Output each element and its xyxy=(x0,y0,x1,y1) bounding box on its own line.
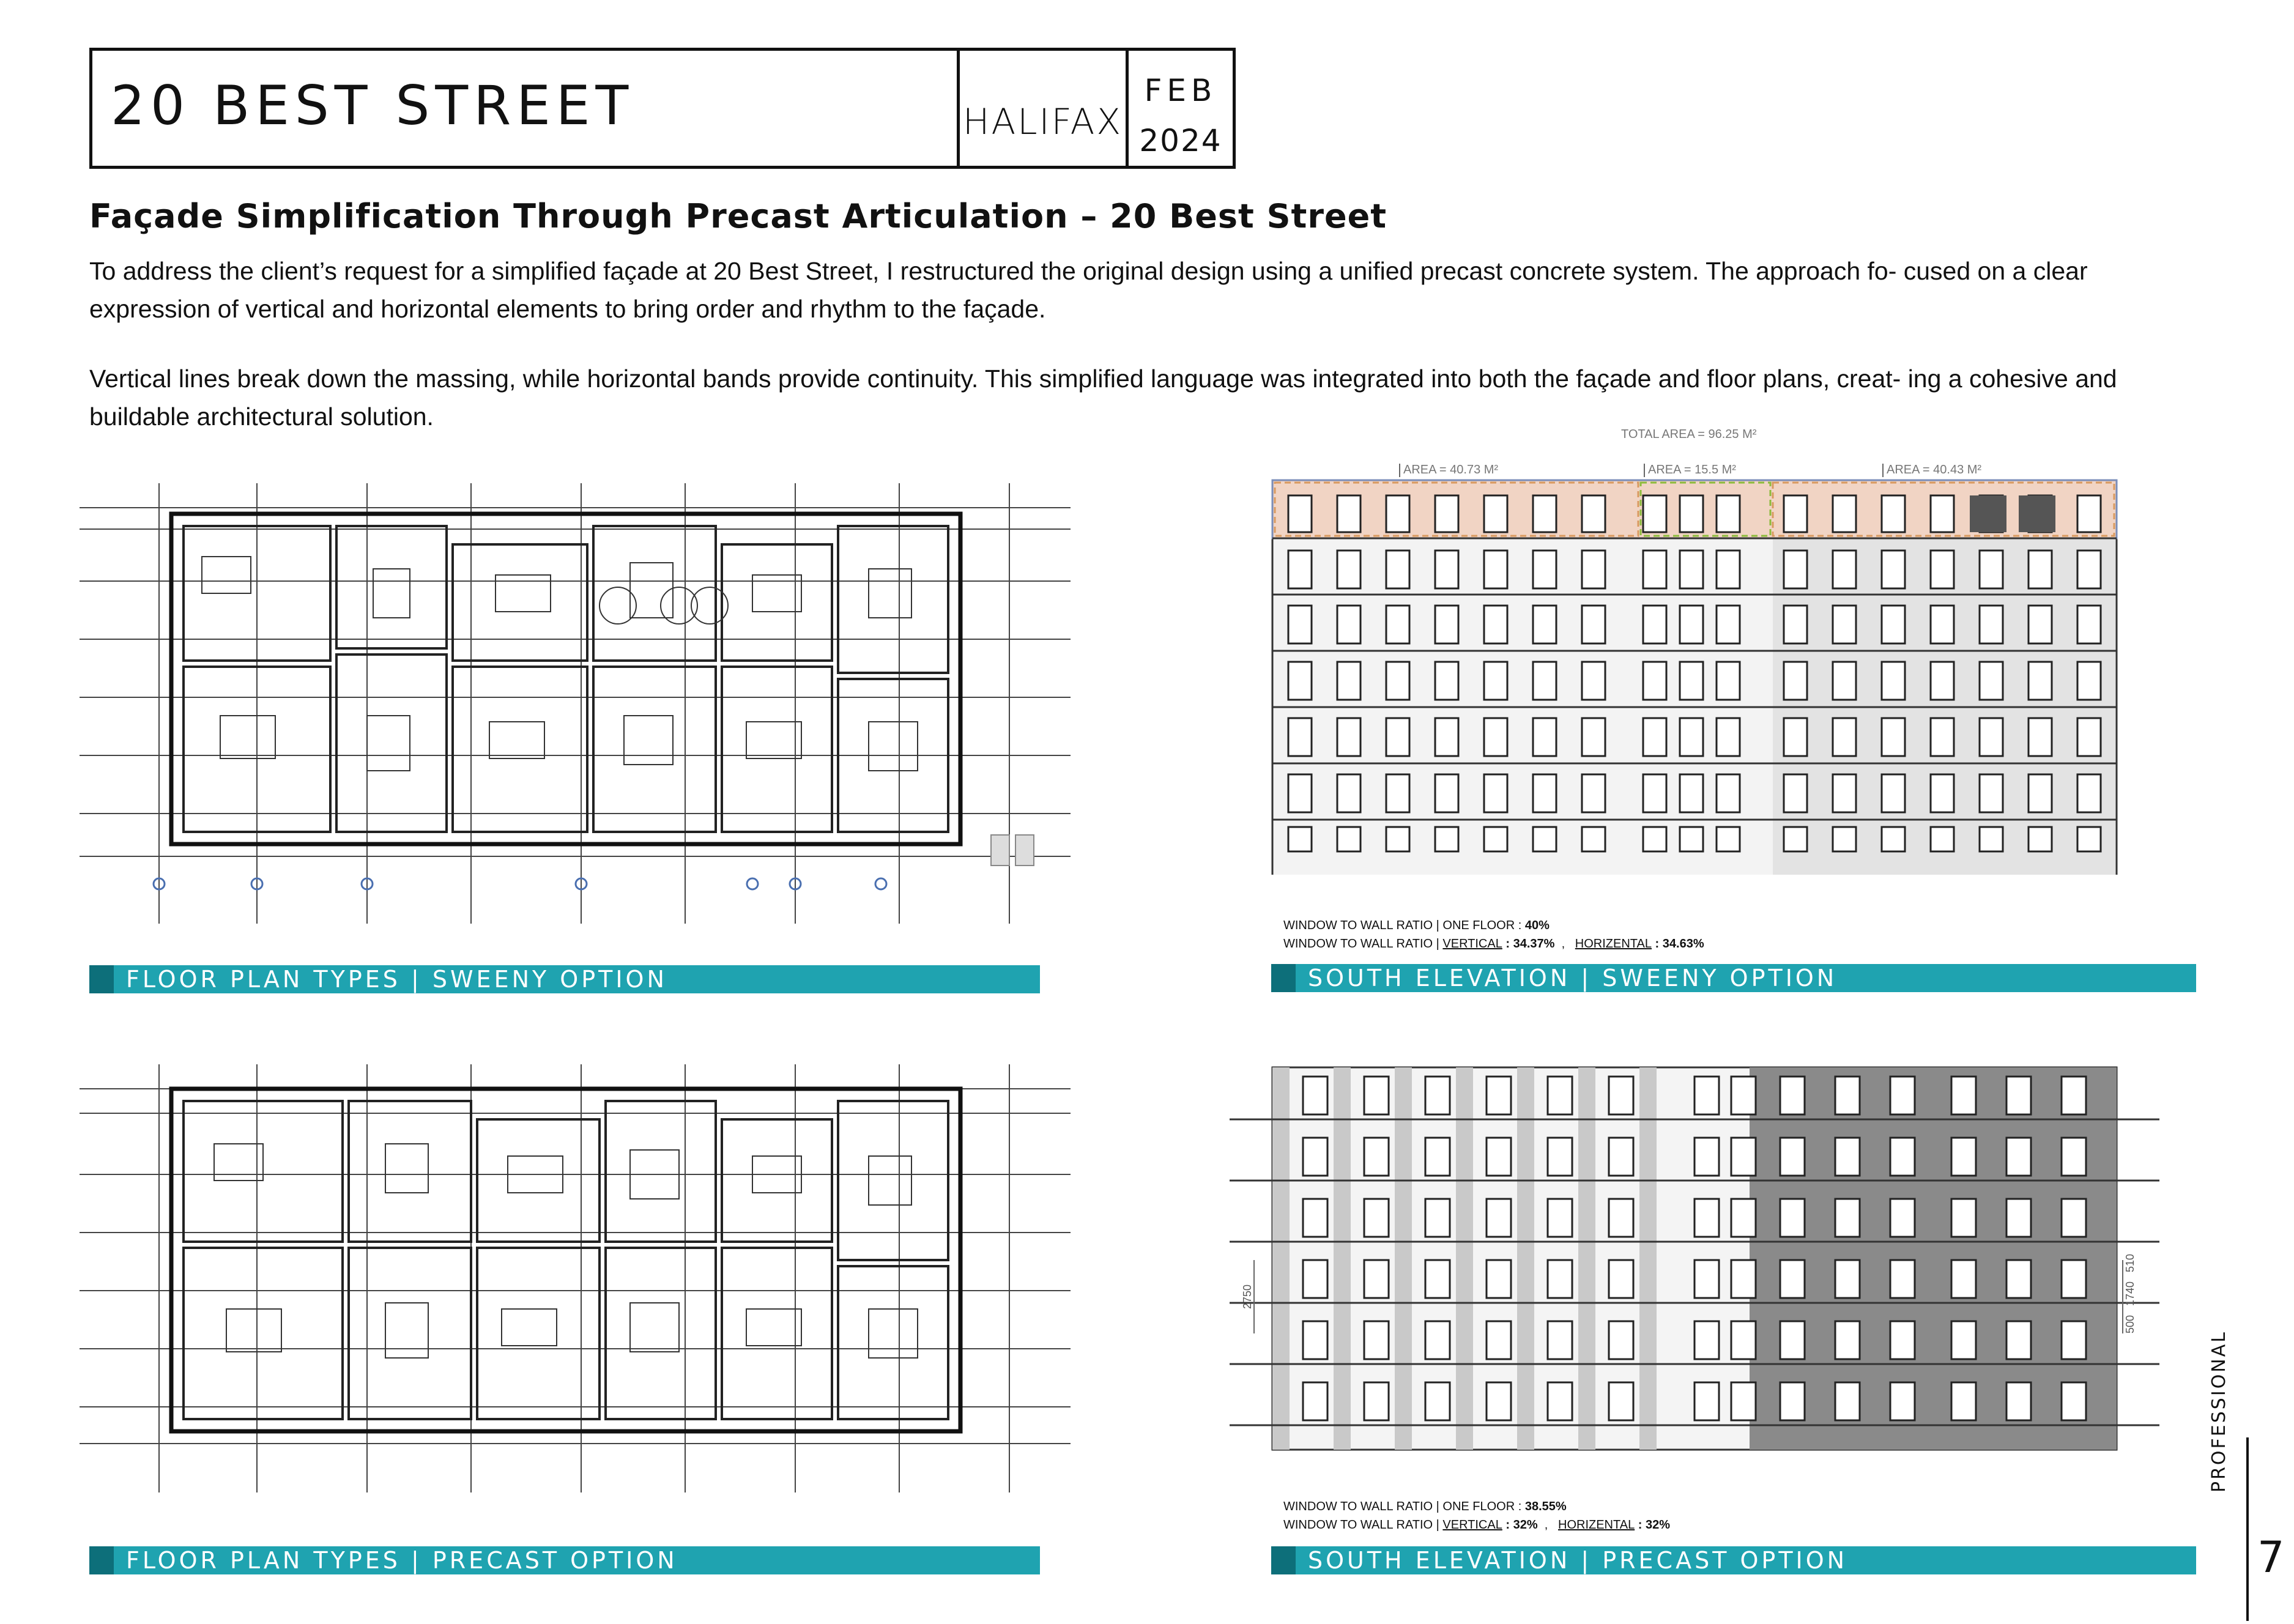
precast-dim-right-c: 510 xyxy=(2124,1253,2136,1272)
city-cell xyxy=(957,51,1126,166)
precast-dim-right-a: 500 xyxy=(2124,1314,2136,1333)
south-elevation-precast-drawing xyxy=(1230,1064,2159,1462)
date-cell xyxy=(1126,51,1233,166)
floor-plan-precast-drawing xyxy=(80,1064,1071,1505)
area-right-label: AREA = 40.43 M² xyxy=(1887,463,1982,476)
precast-ratio-note xyxy=(1283,1497,1670,1534)
year-label: 2024 xyxy=(1139,123,1222,158)
caption-marker xyxy=(89,1546,114,1574)
caption-floor-precast: FLOOR PLAN TYPES | PRECAST OPTION xyxy=(89,1546,1040,1574)
city-label: HALIFAX xyxy=(962,101,1123,143)
intro-paragraph: To address the client’s request for a simplified façade at 20 Best Street, I restructured the original design using a unified precast concrete system. The approach fo- cused on a clear expression of vertical and horizontal elements to bring order and rhythm to the façade. xyxy=(89,257,2088,323)
month-label: FEB xyxy=(1144,73,1217,108)
caption-elev-sweeny: SOUTH ELEVATION | SWEENY OPTION xyxy=(1271,964,2196,992)
precast-ratio-one-floor: WINDOW TO WALL RATIO | ONE FLOOR : 38.55% xyxy=(1283,1500,1567,1513)
project-title: 20 BEST STREET xyxy=(111,74,634,137)
caption-marker xyxy=(1271,1546,1296,1574)
caption-floor-sweeny: FLOOR PLAN TYPES | SWEENY OPTION xyxy=(89,965,1040,993)
precast-dim-right-b: 1740 xyxy=(2124,1281,2136,1306)
caption-elev-precast: SOUTH ELEVATION | PRECAST OPTION xyxy=(1271,1546,2196,1574)
section-heading: Façade Simplification Through Precast Articulation – 20 Best Street xyxy=(89,197,1387,235)
total-area-label: TOTAL AREA = 96.25 M² xyxy=(1621,428,1757,441)
precast-ratio-direction: WINDOW TO WALL RATIO | VERTICAL : 32% , HORIZENTAL : 32% xyxy=(1283,1518,1671,1532)
area-mid-label: AREA = 15.5 M² xyxy=(1648,463,1736,476)
caption-marker xyxy=(1271,964,1296,992)
sweeny-ratio-direction: WINDOW TO WALL RATIO | VERTICAL : 34.37% , HORIZENTAL : 34.63% xyxy=(1283,937,1704,951)
sweeny-ratio-note xyxy=(1283,916,1704,953)
caption-marker xyxy=(89,965,114,993)
page-number: 7 xyxy=(2257,1532,2285,1582)
sweeny-ratio-one-floor: WINDOW TO WALL RATIO | ONE FLOOR : 40% xyxy=(1283,919,1550,932)
section-side-label: PROFESSIONAL xyxy=(2208,1330,2230,1492)
area-left-label: AREA = 40.73 M² xyxy=(1403,463,1499,476)
south-elevation-sweeny-drawing xyxy=(1260,422,2129,875)
detail-paragraph: Vertical lines break down the massing, while horizontal bands provide continuity. This simplified language was integrated into both the façade and floor plans, creat- ing a cohesive and buildable architectural solution. xyxy=(89,365,2117,431)
precast-dim-left: 2750 xyxy=(1241,1284,1253,1309)
page-divider xyxy=(2246,1437,2249,1621)
title-block xyxy=(89,48,1236,169)
floor-plan-sweeny-drawing xyxy=(80,483,1071,930)
